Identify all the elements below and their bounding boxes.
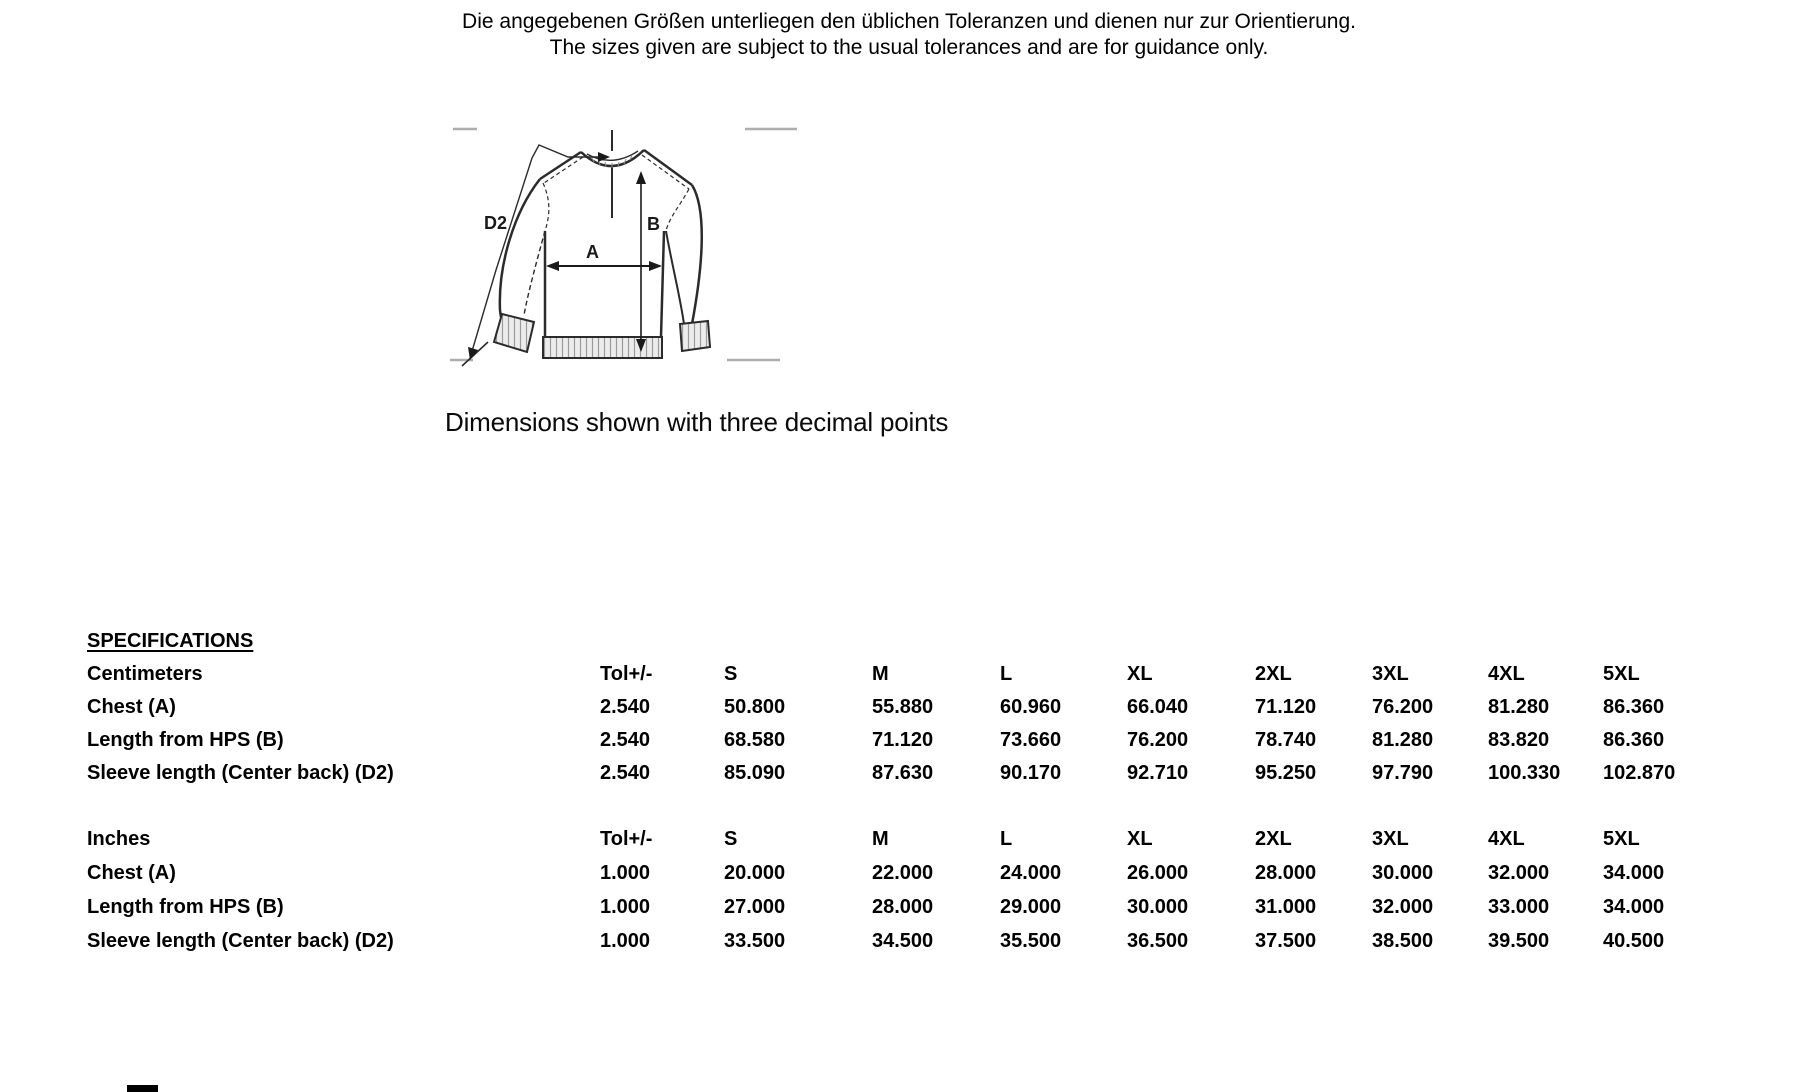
cell-value: 39.500 <box>1488 930 1550 952</box>
cell-value: 26.000 <box>1127 862 1189 884</box>
cell-value: 100.330 <box>1488 762 1561 784</box>
col-header-m: M <box>872 828 889 850</box>
cell-value: 30.000 <box>1372 862 1434 884</box>
col-header-l: L <box>1000 663 1013 685</box>
cell-value: 38.500 <box>1372 930 1434 952</box>
col-header-xl: XL <box>1127 663 1153 685</box>
cell-value: 34.500 <box>872 930 934 952</box>
col-header-tol: Tol+/- <box>600 663 653 685</box>
cell-value: 24.000 <box>1000 862 1062 884</box>
cell-value: 1.000 <box>600 896 651 918</box>
cell-value: 33.500 <box>724 930 786 952</box>
col-header-3xl: 3XL <box>1372 663 1409 685</box>
cell-value: 2.540 <box>600 696 651 718</box>
page-edge-mark <box>127 1085 158 1092</box>
cell-value: 32.000 <box>1372 896 1434 918</box>
cell-value: 95.250 <box>1255 762 1317 784</box>
cell-value: 2.540 <box>600 762 651 784</box>
col-header-4xl: 4XL <box>1488 663 1525 685</box>
cell-value: 83.820 <box>1488 729 1550 751</box>
tolerance-note <box>0 9 1818 61</box>
cell-value: 86.360 <box>1603 696 1665 718</box>
dimensions-caption: Dimensions shown with three decimal points <box>445 407 949 437</box>
row-label: Sleeve length (Center back) (D2) <box>87 762 394 784</box>
col-header-tol: Tol+/- <box>600 828 653 850</box>
cell-value: 90.170 <box>1000 762 1062 784</box>
row-label: Chest (A) <box>87 862 176 884</box>
cell-value: 76.200 <box>1372 696 1434 718</box>
col-header-xl: XL <box>1127 828 1153 850</box>
label-d2: D2 <box>484 213 508 233</box>
inch-chest-row <box>87 862 1812 896</box>
row-label: Chest (A) <box>87 696 176 718</box>
cell-value: 102.870 <box>1603 762 1676 784</box>
col-header-5xl: 5XL <box>1603 663 1640 685</box>
col-header-2xl: 2XL <box>1255 663 1292 685</box>
row-label: Length from HPS (B) <box>87 729 284 751</box>
col-header-2xl: 2XL <box>1255 828 1292 850</box>
unit-label-inches: Inches <box>87 828 151 850</box>
cell-value: 2.540 <box>600 729 651 751</box>
cell-value: 33.000 <box>1488 896 1550 918</box>
cell-value: 28.000 <box>872 896 934 918</box>
label-b: B <box>647 214 660 234</box>
left-cuff <box>494 314 534 352</box>
specifications-table <box>87 631 1812 964</box>
cell-value: 66.040 <box>1127 696 1189 718</box>
cell-value: 81.280 <box>1488 696 1550 718</box>
tolerance-note-en: The sizes given are subject to the usual tolerances and are for guidance only. <box>549 36 1269 59</box>
cm-length-row <box>87 729 1812 762</box>
cell-value: 73.660 <box>1000 729 1062 751</box>
col-header-4xl: 4XL <box>1488 828 1525 850</box>
sweater-diagram <box>440 100 800 370</box>
cell-value: 60.960 <box>1000 696 1062 718</box>
cell-value: 20.000 <box>724 862 786 884</box>
cell-value: 34.000 <box>1603 896 1665 918</box>
cm-header-row <box>87 663 1812 696</box>
unit-label-cm: Centimeters <box>87 663 203 685</box>
row-label: Sleeve length (Center back) (D2) <box>87 930 394 952</box>
col-header-s: S <box>724 828 738 850</box>
d2-measure-line <box>470 145 604 358</box>
col-header-s: S <box>724 663 738 685</box>
specifications-title: SPECIFICATIONS <box>87 630 254 652</box>
cell-value: 29.000 <box>1000 896 1062 918</box>
cm-sleeve-row <box>87 762 1812 795</box>
inch-length-row <box>87 896 1812 930</box>
cell-value: 55.880 <box>872 696 934 718</box>
cell-value: 68.580 <box>724 729 786 751</box>
cell-value: 81.280 <box>1372 729 1434 751</box>
cm-chest-row <box>87 696 1812 729</box>
col-header-m: M <box>872 663 889 685</box>
inch-sleeve-row <box>87 930 1812 964</box>
row-label: Length from HPS (B) <box>87 896 284 918</box>
cell-value: 76.200 <box>1127 729 1189 751</box>
cell-value: 85.090 <box>724 762 786 784</box>
cell-value: 92.710 <box>1127 762 1189 784</box>
cell-value: 87.630 <box>872 762 934 784</box>
cell-value: 22.000 <box>872 862 934 884</box>
cell-value: 36.500 <box>1127 930 1189 952</box>
cell-value: 28.000 <box>1255 862 1317 884</box>
col-header-3xl: 3XL <box>1372 828 1409 850</box>
cell-value: 78.740 <box>1255 729 1317 751</box>
cell-value: 37.500 <box>1255 930 1317 952</box>
cell-value: 31.000 <box>1255 896 1317 918</box>
cell-value: 97.790 <box>1372 762 1434 784</box>
col-header-l: L <box>1000 828 1013 850</box>
sweater-diagram-svg <box>440 100 800 370</box>
cell-value: 27.000 <box>724 896 786 918</box>
cell-value: 30.000 <box>1127 896 1189 918</box>
inch-header-row <box>87 828 1812 862</box>
cell-value: 1.000 <box>600 862 651 884</box>
col-header-5xl: 5XL <box>1603 828 1640 850</box>
label-a: A <box>586 242 599 262</box>
section-spacer <box>87 795 1812 828</box>
cell-value: 50.800 <box>724 696 786 718</box>
cell-value: 71.120 <box>872 729 934 751</box>
cell-value: 86.360 <box>1603 729 1665 751</box>
right-cuff <box>680 321 710 351</box>
cell-value: 35.500 <box>1000 930 1062 952</box>
tolerance-note-de: Die angegebenen Größen unterliegen den üblichen Toleranzen und dienen nur zur Orientierung. <box>462 10 1356 33</box>
cell-value: 34.000 <box>1603 862 1665 884</box>
cell-value: 1.000 <box>600 930 651 952</box>
cell-value: 71.120 <box>1255 696 1317 718</box>
cell-value: 32.000 <box>1488 862 1550 884</box>
cell-value: 40.500 <box>1603 930 1665 952</box>
